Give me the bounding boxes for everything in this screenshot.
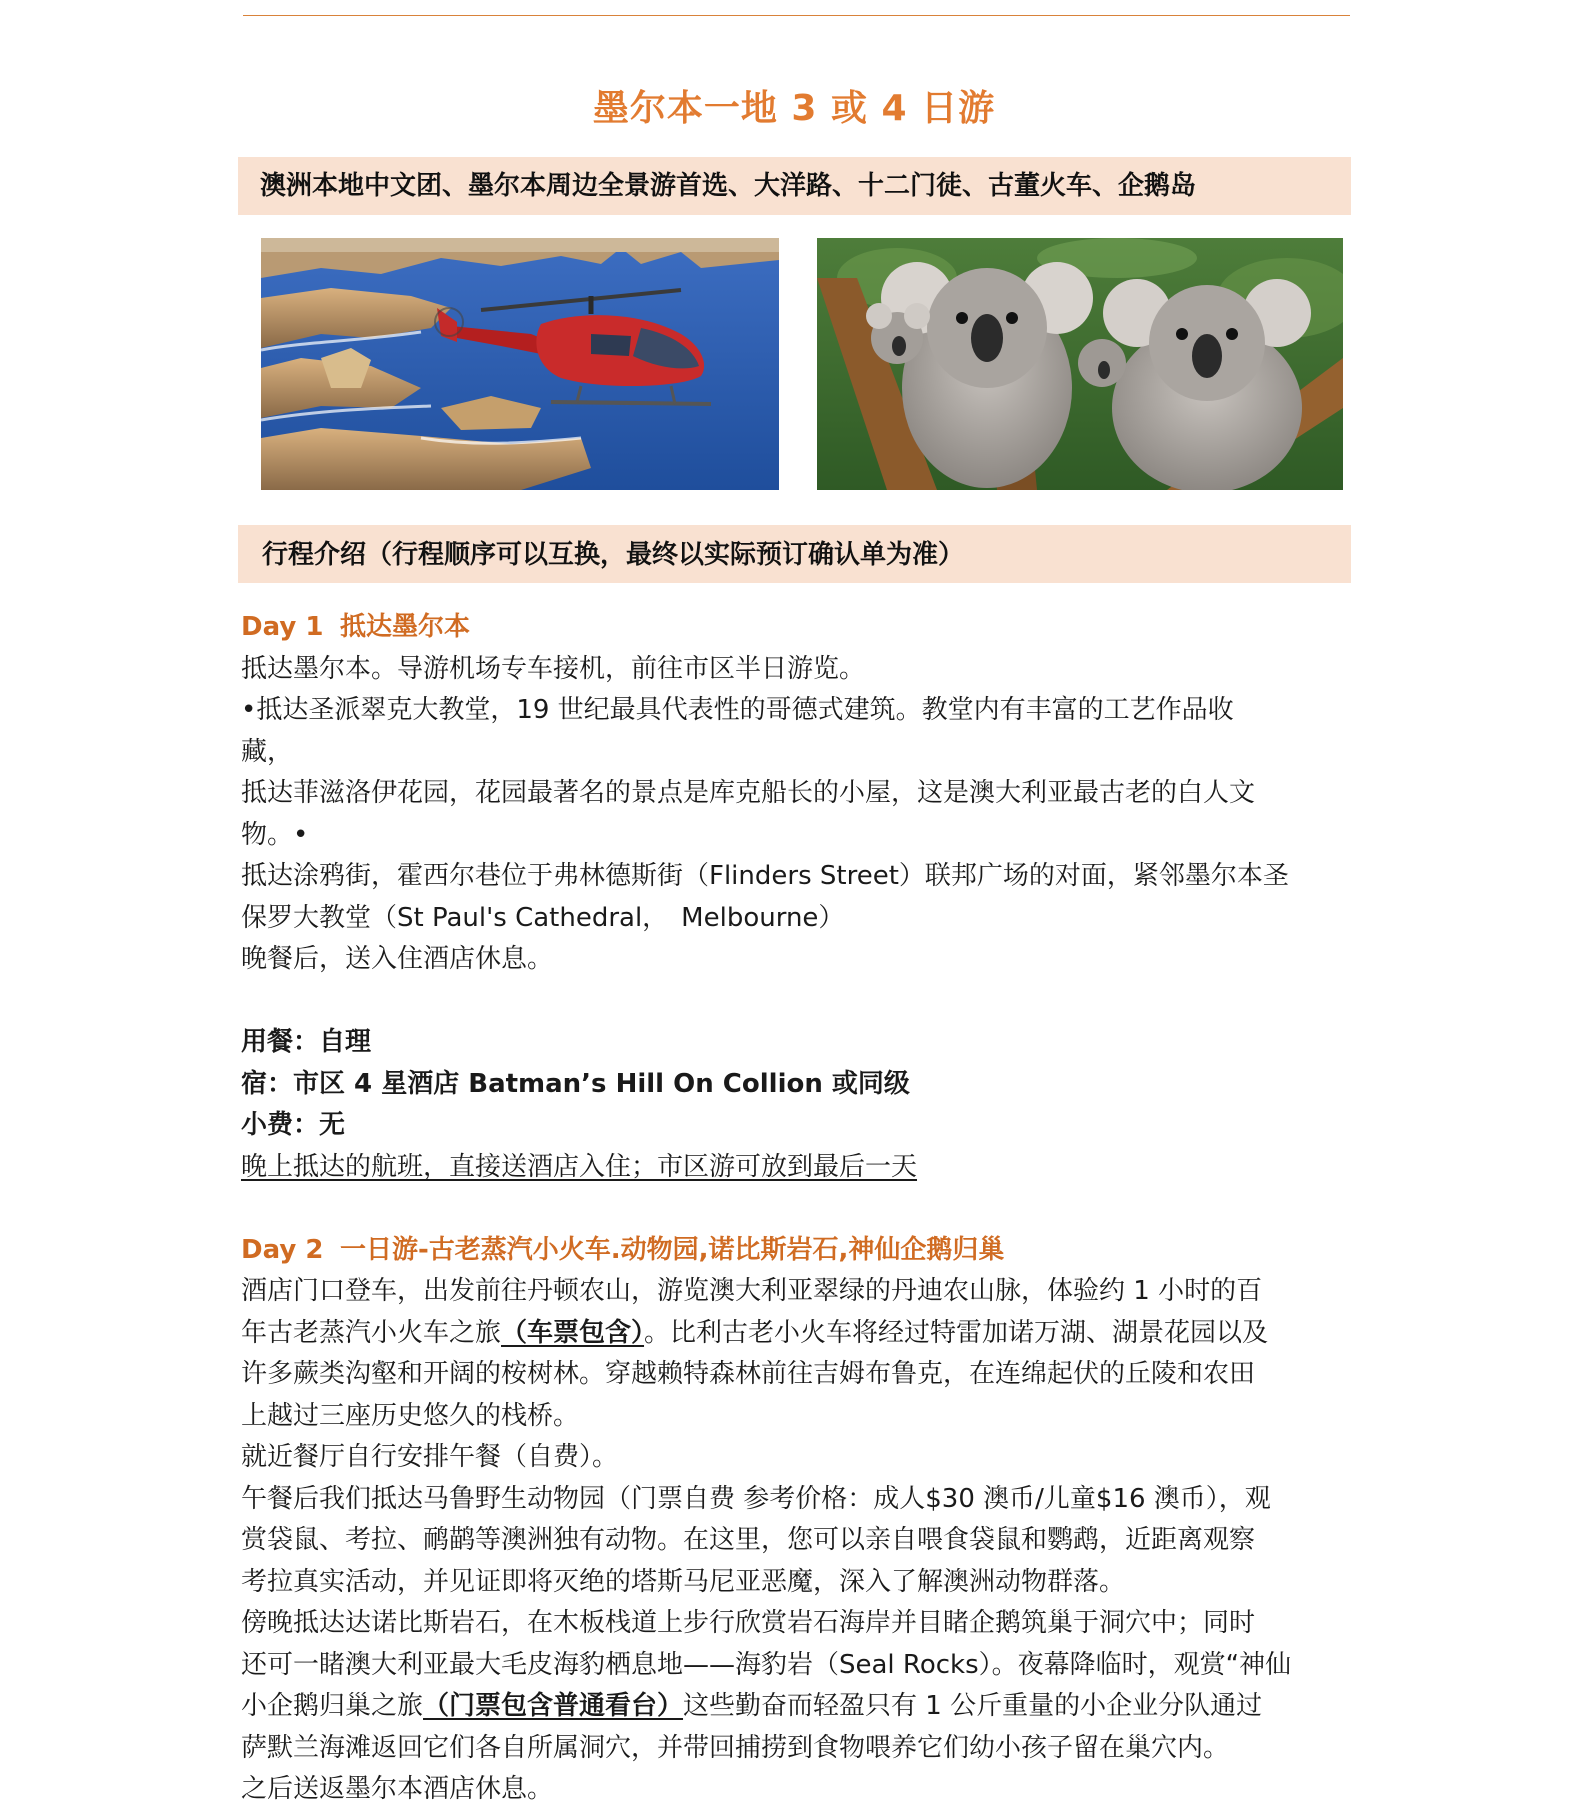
day1-tips: 小费：无	[241, 1110, 346, 1140]
day2-line: 赏袋鼠、考拉、鸸鹋等澳洲独有动物。在这里，您可以亲自喂食袋鼠和鹦鹉，近距离观察	[241, 1525, 1256, 1555]
itinerary-section-header: 行程介绍（行程顺序可以互换，最终以实际预订确认单为准）	[238, 525, 1351, 583]
helicopter-photo	[261, 238, 779, 490]
day1-line: 保罗大教堂（St Paul's Cathedral， Melbourne）	[241, 902, 845, 933]
day1-line: 抵达菲滋洛伊花园，花园最著名的景点是库克船长的小屋，这是澳大利亚最古老的白人文	[241, 778, 1256, 808]
day2-heading	[241, 1230, 1356, 1272]
top-divider	[243, 15, 1350, 16]
day2-text: 年古老蒸汽小火车之旅	[241, 1317, 502, 1348]
day1-line: 抵达墨尔本。导游机场专车接机，前往市区半日游览。	[241, 653, 866, 684]
subtitle-banner: 澳洲本地中文团、墨尔本周边全景游首选、大洋路、十二门徒、古董火车、企鹅岛	[238, 157, 1351, 215]
day1-title: 抵达墨尔本	[340, 612, 471, 642]
day2-text: 这些勤奋而轻盈只有 1 公斤重量的小企业分队通过	[683, 1691, 1263, 1721]
day1-line: 晚餐后，送入住酒店休息。	[241, 944, 554, 974]
day1-heading	[241, 607, 1356, 649]
day1-hotel: 宿：市区 4 星酒店 Batman’s Hill On Collion 或同级	[241, 1068, 910, 1099]
day1-line: 抵达涂鸦街，霍西尔巷位于弗林德斯街（Flinders Street）联邦广场的对面，紧邻墨尔本圣	[241, 861, 1289, 891]
day2-line: 考拉真实活动，并见证即将灭绝的塔斯马尼亚恶魔，深入了解澳洲动物群落。	[241, 1566, 1126, 1597]
day2-title: 一日游-古老蒸汽小火车.动物园,诺比斯岩石,神仙企鹅归巢	[340, 1234, 1005, 1265]
day2-line: 还可一睹澳大利亚最大毛皮海豹栖息地——海豹岩（Seal Rocks）。夜幕降临时，观赏“神仙	[241, 1649, 1292, 1680]
day2-text: 。比利古老小火车将经过特雷加诺万湖、湖景花园以及	[644, 1317, 1269, 1348]
page-title: 墨尔本一地 3 或 4 日游	[592, 88, 996, 129]
day1-note: 晚上抵达的航班，直接送酒店入住；市区游可放到最后一天	[241, 1151, 918, 1182]
day2-line: 午餐后我们抵达马鲁野生动物园（门票自费 参考价格：成人$30 澳币/儿童$16 澳币），观	[241, 1483, 1271, 1514]
day2-text: 小企鹅归巢之旅	[241, 1691, 424, 1721]
day2-line: 许多蕨类沟壑和开阔的桉树林。穿越赖特森林前往吉姆布鲁克，在连绵起伏的丘陵和农田	[241, 1359, 1256, 1389]
itinerary-content	[241, 607, 1356, 1811]
penguin-ticket-included: （门票包含普通看台）	[423, 1691, 684, 1721]
day2-line	[241, 1313, 1356, 1355]
day2-line: 傍晚抵达达诺比斯岩石，在木板栈道上步行欣赏岩石海岸并目睹企鹅筑巢于洞穴中；同时	[241, 1608, 1256, 1638]
train-ticket-included: （车票包含）	[501, 1317, 645, 1348]
koala-photo	[817, 238, 1343, 490]
day2-line: 就近餐厅自行安排午餐（自费）。	[241, 1442, 619, 1472]
day2-line: 上越过三座历史悠久的栈桥。	[241, 1400, 580, 1431]
day1-line: •抵达圣派翠克大教堂，19 世纪最具代表性的哥德式建筑。教堂内有丰富的工艺作品收	[241, 695, 1234, 725]
day2-line: 之后送返墨尔本酒店休息。	[241, 1774, 554, 1804]
day2-line: 萨默兰海滩返回它们各自所属洞穴，并带回捕捞到食物喂养它们幼小孩子留在巢穴内。	[241, 1732, 1230, 1763]
day1-meals: 用餐：自理	[241, 1027, 372, 1057]
day1-line: 物。•	[241, 819, 309, 850]
day2-line: 酒店门口登车，出发前往丹顿农山，游览澳大利亚翠绿的丹迪农山脉，体验约 1 小时的百	[241, 1276, 1263, 1306]
day2-label: Day 2	[241, 1234, 324, 1265]
day2-line	[241, 1686, 1356, 1728]
day1-line: 藏，	[241, 736, 294, 767]
day1-label: Day 1	[241, 612, 324, 642]
